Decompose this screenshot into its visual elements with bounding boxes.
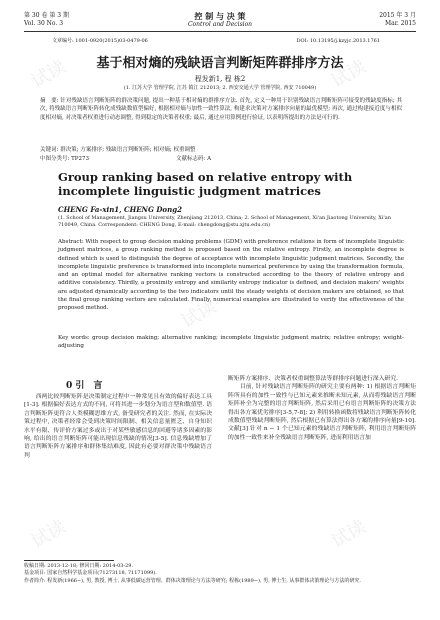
- footnote: [24, 563, 416, 585]
- abstract-en: Abstract: With respect to group decision making problems (GDM) with preference relations in form of incomplete linguistic judgment matrices, a group ranking method is proposed based on the relative entropy. Firstly, an incomplete degree is defined which is used to distinguish the degree of acceptance with incomplete linguistic judgment matrices. Secondly, the incomplete linguistic preference is transformed into incomplete numerical preference by using the transformation formula, and an optimal model for alternative ranking vectors is constructed according to the theory of relative entropy and additive consistency. Thirdly, a proximity entropy and similarity entropy indicator is defined, and decision makers' weights are adjusted dynamically according to the two indicators until the steady weights of decision makers are obtained, so that the final group ranking vectors are calculated. Finally, numerical examples are illustrated to verify the effectiveness of the proposed method.: [58, 239, 404, 312]
- section-heading-introduction: 0 引 言: [66, 381, 103, 391]
- author-bio: 作者简介: 程发新(1966−), 男, 教授, 博士, 从事低碳运营管理、群体决策理论与方法等研究; 程栋(1989−), 男, 博士生, 从事群体决策理论与方法的研究.: [24, 577, 362, 584]
- body-column-left: 西两比较判断矩阵是决策制定过程中一种常见且有效的偏好表达工具[1-3]. 根据偏好表达方式的不同, 可将其进一步划分为语言型和数值型. 语言判断矩阵更符合人类模糊思维方式, 备受研究者的关注. 然而, 在实际决策过程中, 决策者经常会受到决策时间限制、相关信息量匮乏、自身知识水平有限、传评价方案过多或出于对某些敏感信息的回避等诸多因素的影响, 给出的语言判断矩阵可能出现信息残缺的情况[3-5]. 信息残缺增加了语言判断矩阵方案排序和群体集结难度, 因此有必要对群决策中残缺语言判: [24, 394, 212, 459]
- watermark: 试读: [177, 296, 220, 333]
- journal-name: 控 制 与 决 策 Control and Decision: [187, 11, 253, 28]
- issue-date: 2015 年 3 月 Mar. 2015: [379, 12, 416, 27]
- affiliation-cn: (1. 江苏大学 管理学院, 江苏 镇江 212013; 2. 西安交通大学 管理学院, 西安 710049): [123, 85, 317, 91]
- watermark: 试读: [327, 516, 370, 553]
- affiliation-en: (1. School of Management, Jiangsu University, Zhenjiang 212013, China; 2. School of Management, Xi'an Jiaotong University, Xi'an 710049, China. Correspondent: CHENG Dong, E-mail: chengdong@stu.xjtu.edu.cn): [58, 215, 391, 229]
- paper-title-en: Group ranking based on relative entropy with incomplete linguistic judgment matrices: [58, 170, 353, 198]
- received-date: 收稿日期: 2013-12-18; 修回日期: 2014-03-29.: [24, 563, 134, 569]
- document-code: 文献标志码: A: [176, 156, 212, 162]
- volume-info: 第 30 卷 第 3 期 Vol. 30 No. 3: [24, 12, 69, 27]
- authors-en: CHENG Fa-xin1, CHENG Dong2: [58, 205, 182, 214]
- watermark: 试读: [27, 56, 70, 93]
- watermark: 试读: [327, 56, 370, 93]
- body-column-right: 断矩阵方案排序、决策者权重调整算法等群排序问题进行深入研究. 目前, 针对残缺语言判断矩阵的研究主要有两种: 1) 根据语言判断矩阵所具有的加性一致性与已知元素来推断未知元素, 从而将残缺语言判断矩阵补全为完整的语言判断矩阵, 然后采用已有语言判断矩阵的决策方法得出各方案优劣排序[3-5,7-8]; 2) 利用转换函数将残缺语言判断矩阵转化成数值型残缺判断矩阵, 然后根据已有算法得出各方案的排序向量[9-10]. 文献[3] 针对 n − 1 个已知元素的残缺语言判断矩阵, 利用语言判断矩阵的加性一致性来补全残缺语言判断矩阵, 进而利用语言加: [228, 376, 416, 441]
- funding: 基金项目: 国家自然科学基金项目(71273118, 71171099).: [24, 570, 157, 577]
- watermark: 试读: [27, 516, 70, 553]
- classification-number: 中图分类号: TP273: [40, 156, 89, 162]
- abstract-cn: 摘 要: 针对残缺语言判断矩阵的群决策问题, 提出一种基于相对熵的群排序方法. 首先, 定义一种用于识别残缺语言判断矩阵可接受的残缺度指标; 其次, 将残缺语言判断矩阵转化成残缺数值型偏好, 根据相对熵与加性一致性算法, 构建求决策对方案排序向量的最优模型; 再次, 通过构建接近度与相似度相对熵, 对决策者权重进行动态调整, 得到稳定的决策者权重; 最后, 通过应用算例进行验证, 以表明所提出的方法是可行的.: [40, 98, 402, 121]
- footnote-rule: [24, 560, 114, 561]
- keywords-en: Key words: group decision making; alternative ranking; incomplete linguistic judgment matrix; relative entropy; weight-adjusting: [58, 335, 404, 350]
- doi: DOI: 10.13195/j.kzyjc.2013.1761: [296, 38, 380, 44]
- authors-cn: 程发新1, 程 栋2: [194, 75, 246, 83]
- header-rule: [24, 31, 416, 32]
- article-number: 文章编号: 1001-0920(2015)03-0479-06: [52, 38, 148, 44]
- paper-title-cn: 基于相对熵的残缺语言判断矩阵群排序方法: [96, 56, 344, 71]
- keywords-cn: 关键词: 群决策; 方案排序; 残缺语言判断矩阵; 相对熵; 权重调整: [40, 147, 196, 153]
